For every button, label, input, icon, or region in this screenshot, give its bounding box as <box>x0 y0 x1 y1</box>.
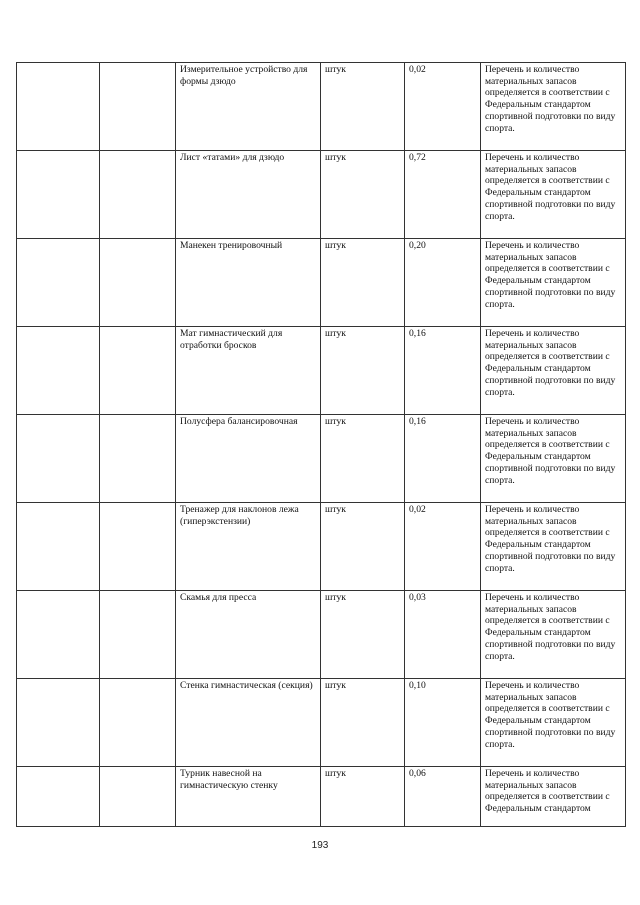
quantity-cell: 0,20 <box>405 239 481 327</box>
empty-cell <box>17 767 100 827</box>
empty-cell <box>100 591 176 679</box>
unit-cell: штук <box>321 415 405 503</box>
note-cell: Перечень и количество материальных запасов определяется в соответствии с Федеральным стандартом спортивной подготовки по виду спорта. <box>481 63 626 151</box>
quantity-cell: 0,16 <box>405 327 481 415</box>
empty-cell <box>17 63 100 151</box>
unit-cell: штук <box>321 239 405 327</box>
note-cell: Перечень и количество материальных запасов определяется в соответствии с Федеральным стандартом <box>481 767 626 827</box>
unit-cell: штук <box>321 151 405 239</box>
item-name-cell: Манекен тренировочный <box>176 239 321 327</box>
item-name-cell: Мат гимнастический для отработки бросков <box>176 327 321 415</box>
table-row <box>17 415 626 503</box>
empty-cell <box>17 503 100 591</box>
note-cell: Перечень и количество материальных запасов определяется в соответствии с Федеральным стандартом спортивной подготовки по виду спорта. <box>481 415 626 503</box>
quantity-cell: 0,16 <box>405 415 481 503</box>
item-name-cell: Полусфера балансировочная <box>176 415 321 503</box>
unit-cell: штук <box>321 503 405 591</box>
page-number: 193 <box>311 840 329 851</box>
quantity-cell: 0,03 <box>405 591 481 679</box>
empty-cell <box>17 415 100 503</box>
table-row <box>17 239 626 327</box>
note-cell: Перечень и количество материальных запасов определяется в соответствии с Федеральным стандартом спортивной подготовки по виду спорта. <box>481 151 626 239</box>
item-name-cell: Тренажер для наклонов лежа (гиперэкстензии) <box>176 503 321 591</box>
note-cell: Перечень и количество материальных запасов определяется в соответствии с Федеральным стандартом спортивной подготовки по виду спорта. <box>481 239 626 327</box>
materials-table <box>16 62 626 827</box>
table-row <box>17 63 626 151</box>
table-row <box>17 327 626 415</box>
empty-cell <box>100 503 176 591</box>
item-name-cell: Измерительное устройство для формы дзюдо <box>176 63 321 151</box>
quantity-cell: 0,10 <box>405 679 481 767</box>
unit-cell: штук <box>321 679 405 767</box>
note-cell: Перечень и количество материальных запасов определяется в соответствии с Федеральным стандартом спортивной подготовки по виду спорта. <box>481 503 626 591</box>
empty-cell <box>17 327 100 415</box>
note-cell: Перечень и количество материальных запасов определяется в соответствии с Федеральным стандартом спортивной подготовки по виду спорта. <box>481 679 626 767</box>
item-name-cell: Турник навесной на гимнастическую стенку <box>176 767 321 827</box>
table-row <box>17 503 626 591</box>
quantity-cell: 0,06 <box>405 767 481 827</box>
unit-cell: штук <box>321 327 405 415</box>
empty-cell <box>100 415 176 503</box>
empty-cell <box>17 239 100 327</box>
note-cell: Перечень и количество материальных запасов определяется в соответствии с Федеральным стандартом спортивной подготовки по виду спорта. <box>481 327 626 415</box>
empty-cell <box>100 239 176 327</box>
table-row <box>17 151 626 239</box>
empty-cell <box>100 679 176 767</box>
quantity-cell: 0,72 <box>405 151 481 239</box>
quantity-cell: 0,02 <box>405 503 481 591</box>
empty-cell <box>17 679 100 767</box>
empty-cell <box>100 767 176 827</box>
quantity-cell: 0,02 <box>405 63 481 151</box>
table-row <box>17 591 626 679</box>
empty-cell <box>17 151 100 239</box>
note-cell: Перечень и количество материальных запасов определяется в соответствии с Федеральным стандартом спортивной подготовки по виду спорта. <box>481 591 626 679</box>
empty-cell <box>100 327 176 415</box>
empty-cell <box>100 151 176 239</box>
empty-cell <box>17 591 100 679</box>
item-name-cell: Лист «татами» для дзюдо <box>176 151 321 239</box>
table-row <box>17 679 626 767</box>
item-name-cell: Стенка гимнастическая (секция) <box>176 679 321 767</box>
unit-cell: штук <box>321 767 405 827</box>
table-row <box>17 767 626 827</box>
item-name-cell: Скамья для пресса <box>176 591 321 679</box>
unit-cell: штук <box>321 591 405 679</box>
empty-cell <box>100 63 176 151</box>
unit-cell: штук <box>321 63 405 151</box>
